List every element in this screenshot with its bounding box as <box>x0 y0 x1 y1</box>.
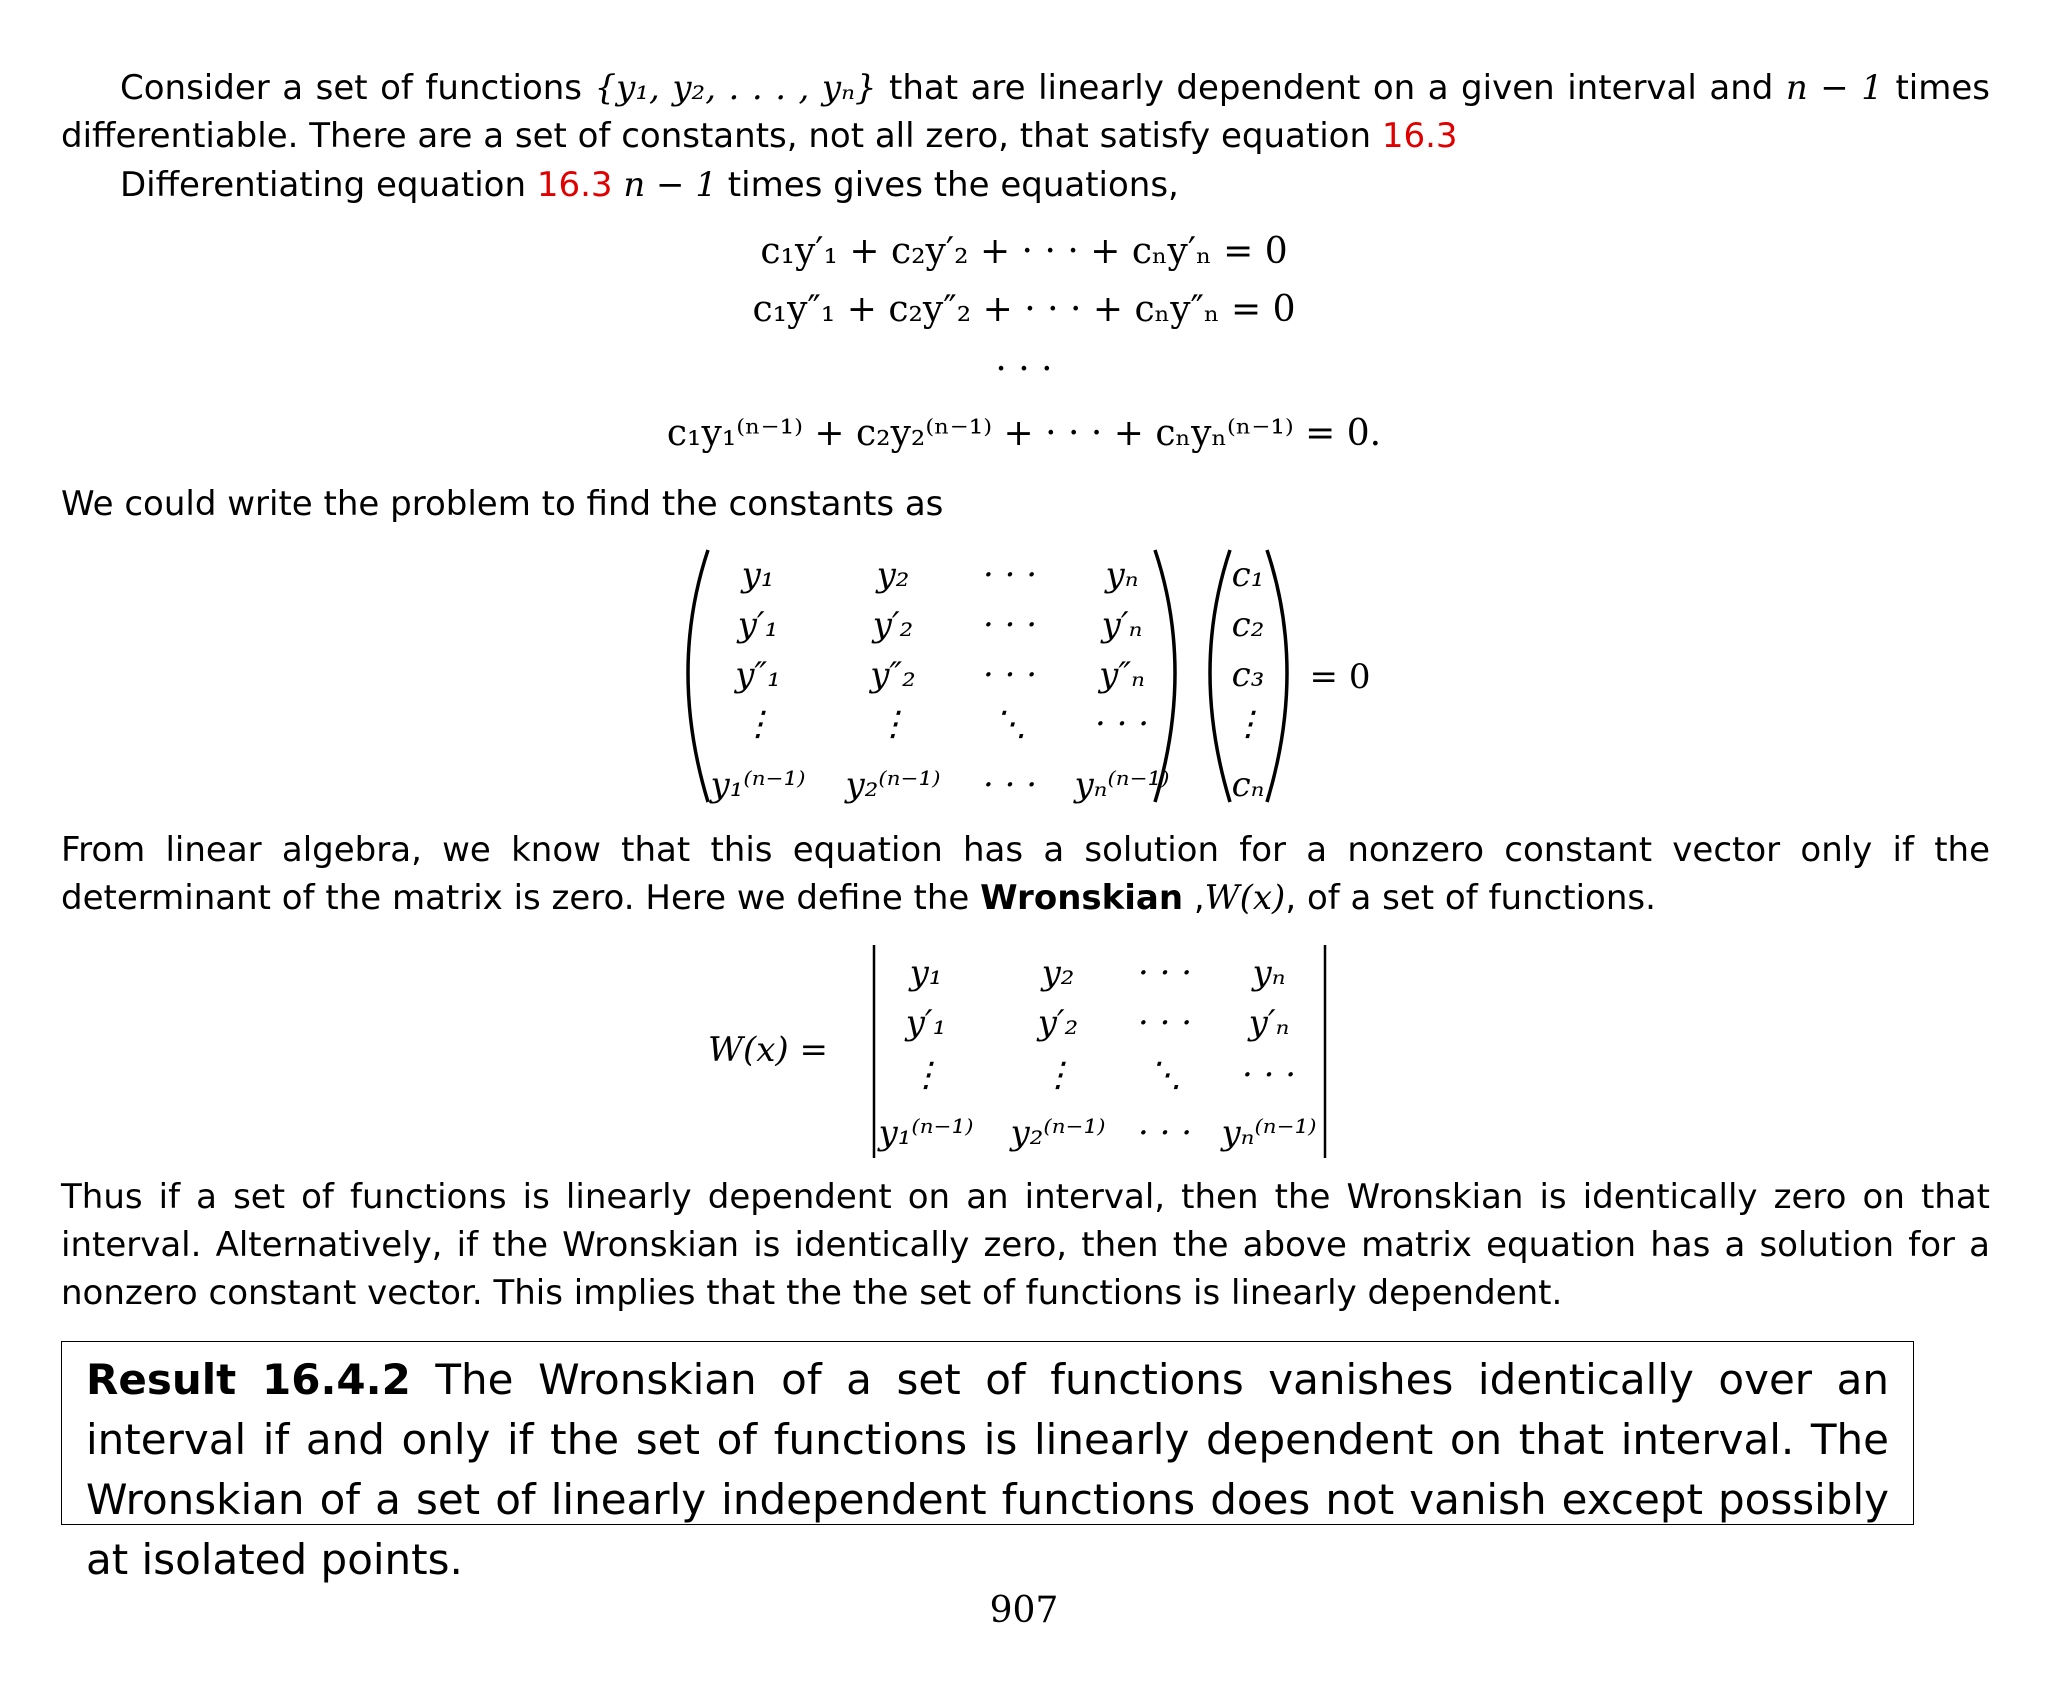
diff-text: times gives the equations, <box>716 165 1179 205</box>
determinant-cell-r3-c2: ⋮ <box>1041 1055 1075 1095</box>
result-box <box>61 1341 1914 1584</box>
matrix-cell-r2-c1: y′₁ <box>737 605 779 645</box>
wronskian-paragraph <box>61 826 1990 922</box>
equation-line-1: c₁y′₁ + c₂y′₂ + · · · + cₙy′ₙ = 0 <box>760 231 1288 272</box>
intro-text: Consider a set of functions <box>120 68 595 108</box>
matrix-intro-text: We could write the problem to find the constants as <box>61 484 944 524</box>
vector-cell-4: ⋮ <box>1231 704 1265 744</box>
determinant-cell-r2-c3: · · · <box>1137 1003 1193 1043</box>
equation-line-3: · · · <box>995 349 1053 390</box>
intro-paragraph <box>61 64 1990 160</box>
determinant-lhs: W(x) = <box>708 1030 828 1070</box>
determinant-cell-r2-c1: y′₁ <box>905 1003 947 1043</box>
equation-reference-link[interactable]: 16.3 <box>1381 116 1458 156</box>
matrix-cell-r5-c1: y₁⁽ⁿ⁻¹⁾ <box>710 765 806 805</box>
matrix-cell-r4-c4: · · · <box>1094 704 1150 744</box>
matrix-cell-r1-c1: y₁ <box>741 555 775 595</box>
equation-reference-link[interactable]: 16.3 <box>536 165 613 205</box>
determinant-cell-r3-c3: ⋱ <box>1148 1055 1182 1095</box>
matrix-cell-r4-c3: ⋱ <box>993 704 1027 744</box>
vector-cell-3: c₃ <box>1231 655 1265 695</box>
wronskian-term: Wronskian <box>980 878 1184 918</box>
matrix-rhs: = 0 <box>1309 657 1371 697</box>
wronskian-text: , <box>1183 878 1205 918</box>
matrix-cell-r3-c3: · · · <box>982 655 1038 695</box>
vector-cell-1: c₁ <box>1231 555 1265 595</box>
matrix-cell-r3-c4: y″ₙ <box>1099 655 1145 695</box>
vector-cell-5: cₙ <box>1231 765 1265 805</box>
intro-text: times differentiable. There are a set of constants, not all zero, that satisfy equation <box>61 68 1990 156</box>
determinant-cell-r4-c4: yₙ⁽ⁿ⁻¹⁾ <box>1221 1113 1317 1153</box>
determinant-cell-r4-c3: · · · <box>1137 1113 1193 1153</box>
differentiating-paragraph <box>61 161 1990 209</box>
matrix-cell-r5-c3: · · · <box>982 765 1038 805</box>
page-number: 907 <box>989 1590 1059 1631</box>
matrix-cell-r3-c1: y″₁ <box>735 655 781 695</box>
wronskian-math: W(x) <box>1204 878 1286 918</box>
intro-text: that are linearly dependent on a given interval and <box>876 68 1786 108</box>
determinant-cell-r1-c1: y₁ <box>909 953 943 993</box>
matrix-cell-r1-c2: y₂ <box>876 555 910 595</box>
determinant-cell-r2-c4: y′ₙ <box>1248 1003 1290 1043</box>
equation-line-2: c₁y″₁ + c₂y″₂ + · · · + cₙy″ₙ = 0 <box>752 289 1296 330</box>
result-text: The Wronskian of a set of functions vanishes identically over an interval if and only if the set of functions is linearly dependent on that interval. The Wronskian of a set of linearly independent functions does not vanish except possibly at isolated points. <box>86 1355 1889 1584</box>
wronskian-text: From linear algebra, we know that this equation has a solution for a nonzero constant vector only if the determinant of the matrix is zero. Here we define the <box>61 830 1990 918</box>
order-math: n − 1 <box>1785 68 1883 108</box>
matrix-cell-r3-c2: y″₂ <box>870 655 916 695</box>
matrix-cell-r4-c1: ⋮ <box>741 704 775 744</box>
matrix-cell-r2-c3: · · · <box>982 605 1038 645</box>
determinant-cell-r1-c4: yₙ <box>1252 953 1286 993</box>
determinant-cell-r1-c3: · · · <box>1137 953 1193 993</box>
determinant-cell-r2-c2: y′₂ <box>1037 1003 1079 1043</box>
determinant-cell-r1-c2: y₂ <box>1041 953 1075 993</box>
result-label: Result 16.4.2 <box>86 1355 411 1404</box>
matrix-cell-r2-c4: y′ₙ <box>1101 605 1143 645</box>
matrix-cell-r5-c2: y₂⁽ⁿ⁻¹⁾ <box>845 765 941 805</box>
determinant-cell-r3-c4: · · · <box>1241 1055 1297 1095</box>
function-set-math: {y₁, y₂, . . . , yₙ} <box>594 68 877 108</box>
vector-cell-2: c₂ <box>1231 605 1265 645</box>
matrix-cell-r1-c4: yₙ <box>1105 555 1139 595</box>
equation-line-4: c₁y₁⁽ⁿ⁻¹⁾ + c₂y₂⁽ⁿ⁻¹⁾ + · · · + cₙyₙ⁽ⁿ⁻¹⁾ = 0. <box>666 413 1382 454</box>
conclusion-paragraph: Thus if a set of functions is linearly dependent on an interval, then the Wronskian is identically zero on that interval. Alternatively, if the Wronskian is identically zero, then the above matrix equation has a solution for a nonzero constant vector. This implies that the the set of functions is linearly dependent. <box>61 1177 1990 1313</box>
wronskian-text: , of a set of functions. <box>1285 878 1656 918</box>
order-math: n − 1 <box>623 165 717 205</box>
diff-text: Differentiating equation <box>120 165 537 205</box>
matrix-cell-r2-c2: y′₂ <box>872 605 914 645</box>
determinant-cell-r4-c1: y₁⁽ⁿ⁻¹⁾ <box>878 1113 974 1153</box>
determinant-cell-r3-c1: ⋮ <box>909 1055 943 1095</box>
matrix-cell-r5-c4: yₙ⁽ⁿ⁻¹⁾ <box>1074 765 1170 805</box>
matrix-cell-r4-c2: ⋮ <box>876 704 910 744</box>
determinant-cell-r4-c2: y₂⁽ⁿ⁻¹⁾ <box>1010 1113 1106 1153</box>
matrix-cell-r1-c3: · · · <box>982 555 1038 595</box>
